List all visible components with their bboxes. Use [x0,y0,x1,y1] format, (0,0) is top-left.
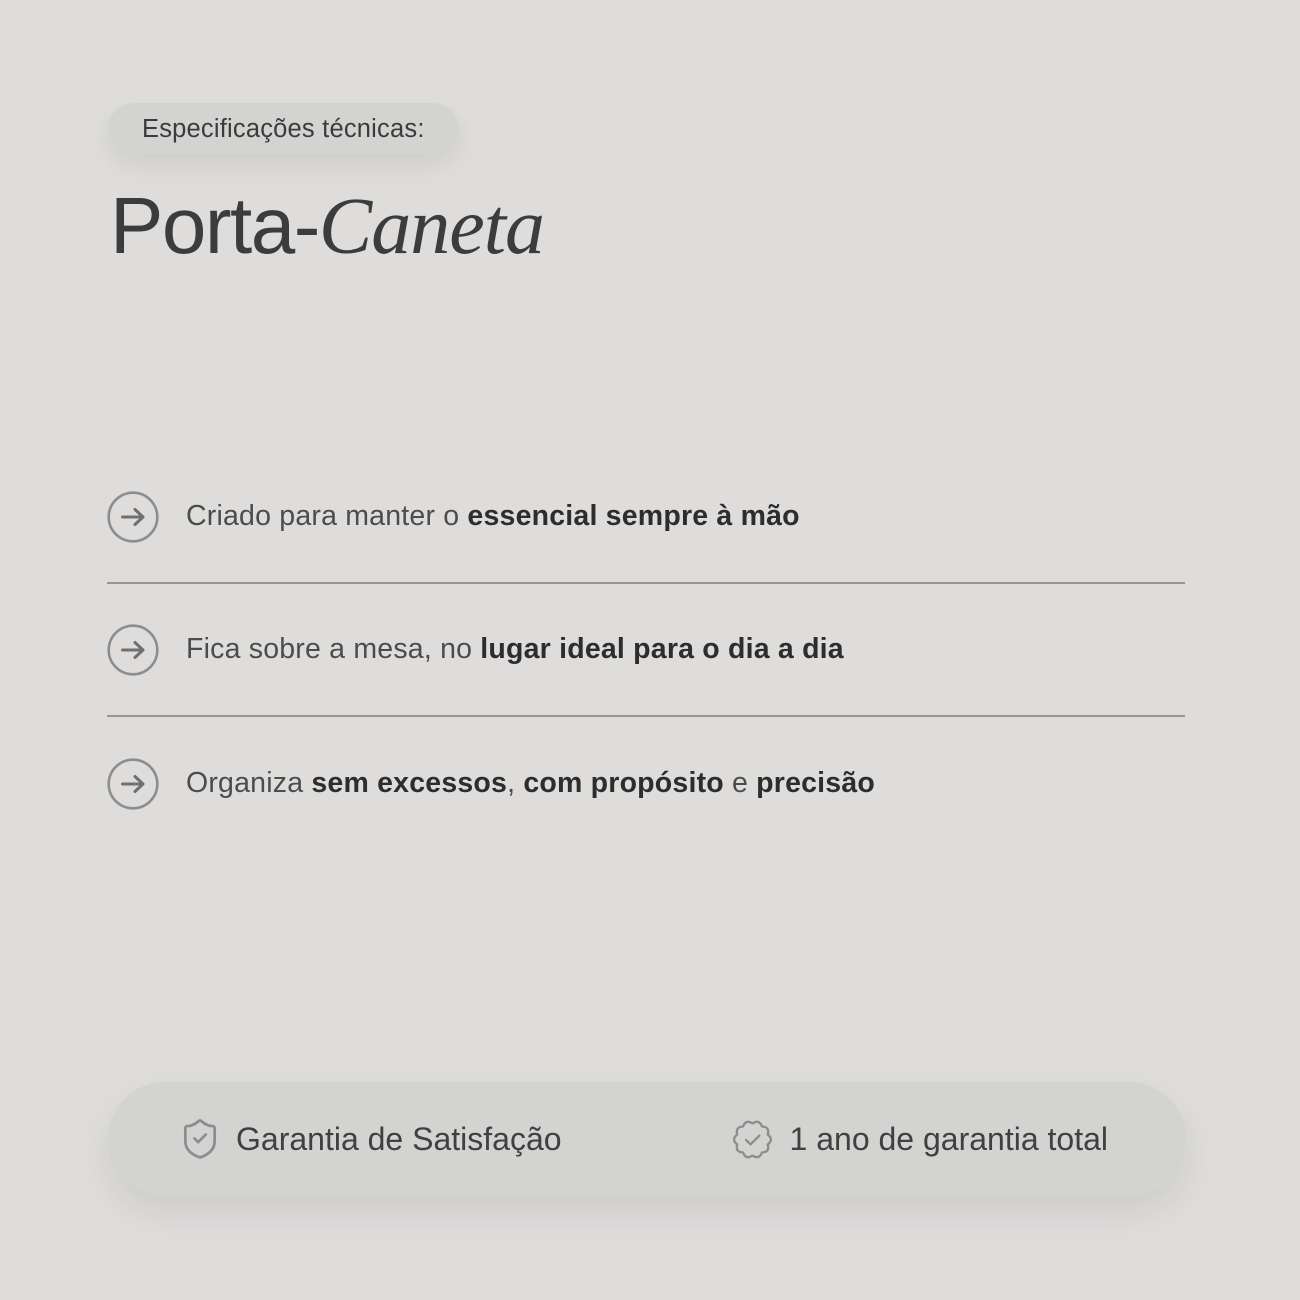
guarantee-label: 1 ano de garantia total [789,1120,1108,1157]
section-badge-label: Especificações técnicas: [142,114,425,143]
feature-text-segment: essencial sempre à mão [467,500,800,532]
arrow-right-circle-icon [107,624,159,676]
badge-check-icon [729,1116,776,1163]
page-title-sans: Porta- [110,181,319,270]
feature-text-segment: Fica sobre a mesa, no [186,633,481,665]
page-title [110,181,544,271]
feature-text [186,633,844,666]
feature-text-segment: Organiza [186,767,312,799]
feature-text [186,767,875,800]
features-list [107,451,1185,850]
arrow-right-circle-icon [107,758,159,810]
feature-text-segment: , [507,767,524,799]
feature-text [186,500,800,533]
feature-text-segment: precisão [756,767,876,799]
feature-row [107,584,1185,717]
feature-text-segment: e [723,767,757,799]
guarantee-bar [108,1082,1186,1196]
arrow-right-circle-icon [107,491,159,543]
section-badge [108,103,459,155]
feature-text-segment: lugar ideal para o dia a dia [480,633,844,665]
feature-row [107,451,1185,584]
feature-text-segment: com propósito [523,767,724,799]
guarantee-label: Garantia de Satisfação [236,1120,562,1157]
feature-text-segment: Criado para manter o [186,500,468,532]
guarantee-item-satisfaction [178,1117,562,1161]
feature-text-segment: sem excessos [311,767,508,799]
shield-check-icon [178,1117,222,1161]
guarantee-item-warranty [729,1116,1108,1163]
page-title-italic: Caneta [318,183,544,271]
feature-row [107,717,1185,850]
